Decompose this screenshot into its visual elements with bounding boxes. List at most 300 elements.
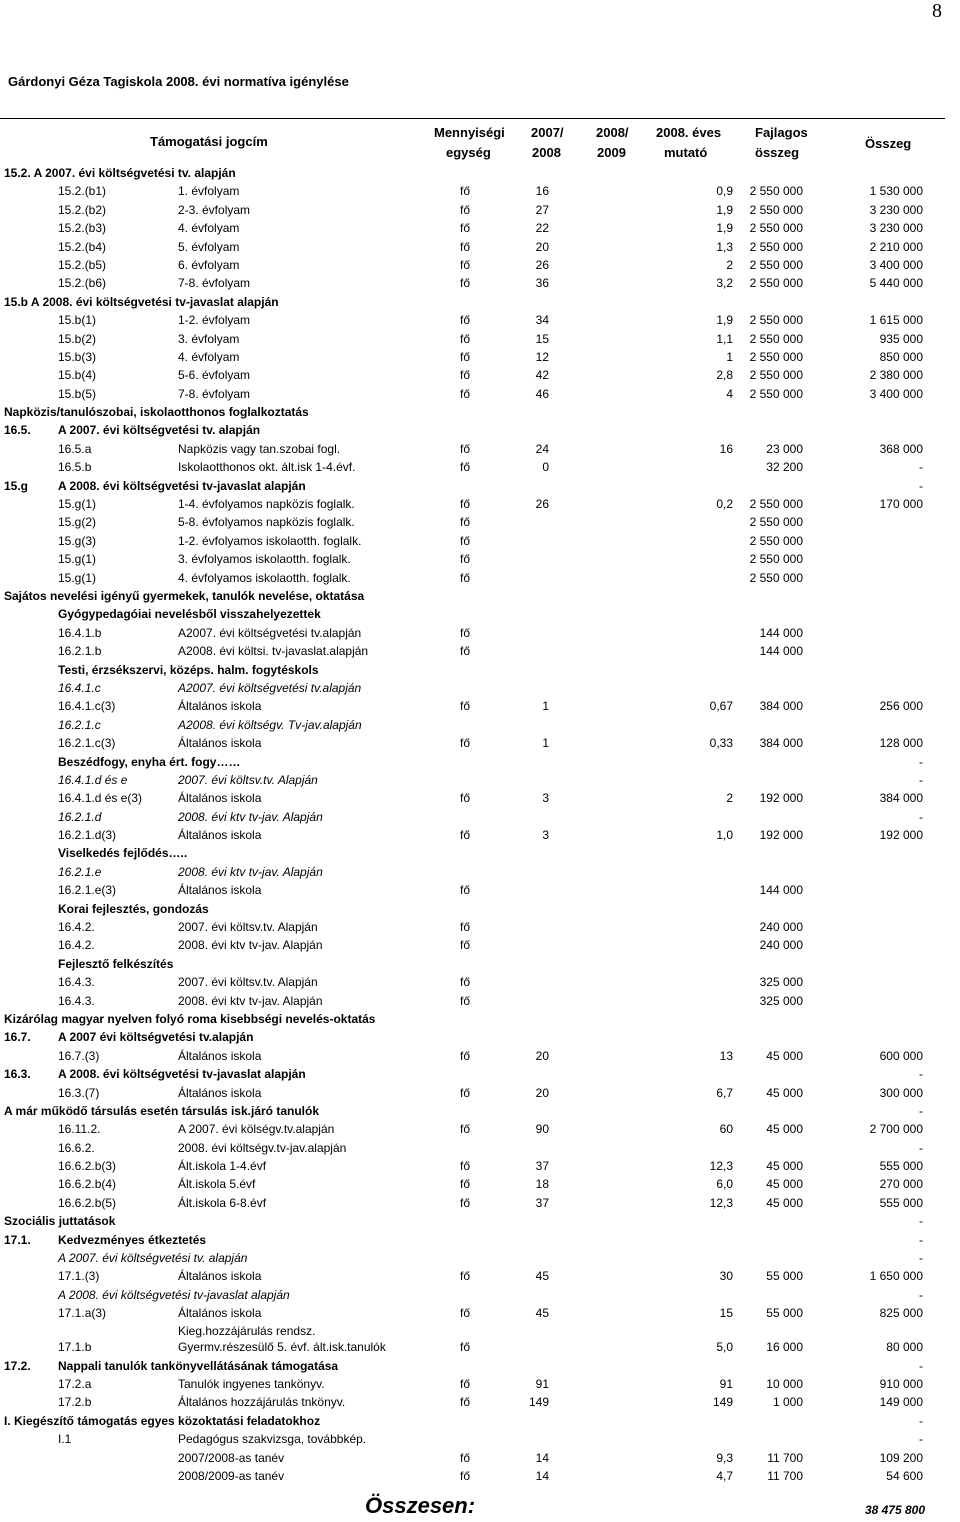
row-description: 1. évfolyam [178, 184, 240, 199]
row-osszeg: 1 650 000 [869, 1269, 923, 1284]
row-osszeg: - [919, 772, 923, 787]
row-mutato: 9,3 [716, 1450, 733, 1465]
row-unit: fő [460, 736, 471, 751]
section-heading: Szociális juttatások [4, 1214, 116, 1229]
row-unit: fő [460, 920, 471, 935]
row-code: 16.2.1.c [58, 717, 101, 732]
row-description: Napközis vagy tan.szobai fogl. [178, 441, 341, 456]
header-y2-1: 2008/ [596, 125, 629, 140]
row-unit: fő [460, 1177, 471, 1192]
row-fajlagos: 45 000 [766, 1195, 803, 1210]
row-description: 3. évfolyam [178, 331, 240, 346]
row-description: 2007/2008-as tanév [178, 1450, 285, 1465]
section-heading: 16.5. [4, 423, 31, 438]
row-2007-2008: 37 [535, 1159, 549, 1174]
row-osszeg: 270 000 [879, 1177, 923, 1192]
row-2007-2008: 20 [535, 239, 549, 254]
row-fajlagos: 2 550 000 [749, 221, 803, 236]
row-unit: fő [460, 1450, 471, 1465]
row-fajlagos: 2 550 000 [749, 368, 803, 383]
subsection-heading: Viselkedés fejlődés….. [58, 846, 188, 861]
table-row [0, 1175, 960, 1193]
row-unit: fő [460, 993, 471, 1008]
table-row [0, 1267, 960, 1285]
row-code: 16.5.a [58, 441, 92, 456]
row-description: Ált.iskola 1-4.évf [178, 1159, 267, 1174]
row-code: A 2008. évi költségvetési tv-javaslat alapján [58, 1287, 290, 1302]
table-row [0, 1357, 960, 1375]
row-unit: fő [460, 313, 471, 328]
row-description: A2008. évi költsi. tv-javaslat.alapján [178, 644, 369, 659]
row-fajlagos: 16 000 [766, 1339, 803, 1354]
row-fajlagos: 2 550 000 [749, 386, 803, 401]
row-osszeg: 2 210 000 [869, 239, 923, 254]
table-row [0, 716, 960, 734]
row-unit: fő [460, 1468, 471, 1483]
row-unit: fő [460, 1339, 471, 1354]
row-description: Általános iskola [178, 1048, 262, 1063]
row-code: 16.6.2. [58, 1140, 95, 1155]
row-unit: fő [460, 1122, 471, 1137]
row-fajlagos: 325 000 [759, 975, 803, 990]
header-jogcim: Támogatási jogcím [150, 134, 268, 149]
row-fajlagos: 144 000 [759, 625, 803, 640]
row-unit: fő [460, 791, 471, 806]
row-mutato: 2 [726, 791, 733, 806]
table-row [0, 403, 960, 421]
table-row [0, 164, 960, 182]
table-row [0, 863, 960, 881]
row-osszeg: 935 000 [879, 331, 923, 346]
row-description: 4. évfolyamos iskolaotth. foglalk. [178, 570, 351, 585]
row-2007-2008: 1 [542, 699, 549, 714]
row-description: 5-6. évfolyam [178, 368, 251, 383]
row-unit: fő [460, 883, 471, 898]
section-heading: 15.g [4, 478, 29, 493]
row-osszeg: - [919, 1067, 923, 1082]
row-code: 16.4.3. [58, 993, 95, 1008]
row-unit: fő [460, 1377, 471, 1391]
section-subheading: A 2008. évi költségvetési tv-javaslat alapján [58, 1067, 306, 1082]
row-description: 1-2. évfolyam [178, 313, 251, 328]
row-mutato: 6,7 [716, 1085, 733, 1100]
row-fajlagos: 45 000 [766, 1177, 803, 1192]
row-code: 15.2.(b2) [58, 202, 107, 217]
row-description: 7-8. évfolyam [178, 386, 251, 401]
row-osszeg: 555 000 [879, 1159, 923, 1174]
row-fajlagos: 240 000 [759, 938, 803, 953]
row-osszeg: - [919, 460, 923, 475]
row-code: 16.6.2.b(5) [58, 1195, 117, 1210]
row-code: 16.4.3. [58, 975, 95, 990]
row-fajlagos: 192 000 [759, 828, 803, 843]
table-row [0, 1286, 960, 1304]
row-2007-2008: 91 [535, 1377, 549, 1391]
row-osszeg: 80 000 [886, 1339, 923, 1354]
row-fajlagos: 55 000 [766, 1306, 803, 1321]
row-fajlagos: 144 000 [759, 883, 803, 898]
section-heading: 15.2. A 2007. évi költségvetési tv. alapján [4, 166, 236, 180]
row-osszeg: 384 000 [879, 791, 923, 806]
row-description: Tanulók ingyenes tankönyv. [178, 1377, 325, 1391]
row-description: 4. évfolyam [178, 221, 240, 236]
header-y1-2: 2008 [532, 145, 561, 160]
row-fajlagos: 2 550 000 [749, 184, 803, 199]
row-osszeg: - [919, 1251, 923, 1266]
row-code: 16.2.1.b [58, 644, 102, 659]
table-row [0, 1212, 960, 1230]
section-subheading: Kedvezményes étkeztetés [58, 1232, 207, 1247]
table-row [0, 1065, 960, 1083]
row-mutato: 1,0 [716, 828, 733, 843]
row-osszeg: 3 400 000 [869, 257, 923, 272]
row-osszeg: - [919, 1140, 923, 1155]
row-code: 16.6.2.b(3) [58, 1159, 117, 1174]
table-row [0, 734, 960, 752]
row-description: Általános iskola [178, 828, 262, 843]
row-code: 16.4.2. [58, 938, 95, 953]
table-header [0, 120, 960, 164]
row-description: 2008. évi ktv tv-jav. Alapján [178, 938, 323, 953]
row-description: 7-8. évfolyam [178, 276, 251, 291]
row-code: 17.1.(3) [58, 1269, 100, 1284]
header-unit-1: Mennyiségi [434, 125, 505, 140]
row-2007-2008: 26 [535, 497, 549, 512]
table-row [0, 1412, 960, 1430]
row-unit: fő [460, 570, 471, 585]
row-mutato: 0,67 [709, 699, 733, 714]
table-row [0, 1139, 960, 1157]
row-fajlagos: 45 000 [766, 1048, 803, 1063]
row-fajlagos: 45 000 [766, 1085, 803, 1100]
row-unit: fő [460, 257, 471, 272]
section-heading: 16.3. [4, 1067, 31, 1082]
table-row [0, 330, 960, 348]
row-description: 2008. évi költségv.tv-jav.alapján [178, 1140, 347, 1155]
row-unit: fő [460, 1269, 471, 1284]
row-code: 17.2.b [58, 1395, 92, 1410]
table-row [0, 624, 960, 642]
row-mutato: 4,7 [716, 1468, 733, 1483]
table-row [0, 366, 960, 384]
table-row [0, 458, 960, 476]
table-row [0, 661, 960, 679]
header-y2-2: 2009 [597, 145, 626, 160]
row-fajlagos: 325 000 [759, 993, 803, 1008]
row-code: 16.7.(3) [58, 1048, 100, 1063]
row-2007-2008: 0 [542, 460, 549, 475]
row-description: Iskolaotthonos okt. ált.isk 1-4.évf. [178, 460, 356, 475]
row-unit: fő [460, 1085, 471, 1100]
row-osszeg: - [919, 1413, 923, 1428]
row-osszeg: 600 000 [879, 1048, 923, 1063]
row-description: Általános hozzájárulás tnkönyv. [178, 1395, 346, 1410]
row-osszeg: 368 000 [879, 441, 923, 456]
row-osszeg: 825 000 [879, 1306, 923, 1321]
row-unit: fő [460, 552, 471, 567]
row-description: Általános iskola [178, 736, 262, 751]
table-row [0, 513, 960, 531]
row-mutato: 1,9 [716, 202, 733, 217]
row-fajlagos: 2 550 000 [749, 533, 803, 548]
row-unit: fő [460, 1048, 471, 1063]
row-osszeg: 555 000 [879, 1195, 923, 1210]
table-row [0, 348, 960, 366]
row-description: Általános iskola [178, 1306, 262, 1321]
row-osszeg: 3 230 000 [869, 221, 923, 236]
row-fajlagos: 1 000 [772, 1395, 803, 1410]
section-subheading: A 2007 évi költségvetési tv.alapján [58, 1030, 254, 1045]
row-code: 16.4.1.c [58, 680, 101, 695]
row-unit: fő [460, 497, 471, 512]
row-2007-2008: 22 [535, 221, 549, 236]
row-2007-2008: 24 [535, 441, 549, 456]
subsection-heading: Testi, érzsékszervi, középs. halm. fogytéskols [58, 662, 319, 677]
row-code: 16.2.1.e(3) [58, 883, 117, 898]
row-osszeg: - [919, 809, 923, 824]
row-unit: fő [460, 276, 471, 291]
row-osszeg: 850 000 [879, 349, 923, 364]
total-value: 38 475 800 [864, 1503, 925, 1517]
table-row [0, 219, 960, 237]
row-description: Általános iskola [178, 883, 262, 898]
row-code: 15.g(1) [58, 497, 97, 512]
row-2007-2008: 90 [535, 1122, 549, 1137]
row-osszeg: 256 000 [879, 699, 923, 714]
row-description: Általános iskola [178, 1085, 262, 1100]
row-code: 16.3.(7) [58, 1085, 100, 1100]
row-osszeg: 1 615 000 [869, 313, 923, 328]
header-unit-2: egység [446, 145, 491, 160]
row-description: 2007. évi költsv.tv. Alapján [178, 920, 318, 935]
row-description: A2007. évi költségvetési tv.alapján [178, 625, 362, 640]
row-mutato: 30 [719, 1269, 733, 1284]
row-fajlagos: 384 000 [759, 736, 803, 751]
row-unit: fő [460, 515, 471, 530]
row-fajlagos: 45 000 [766, 1159, 803, 1174]
row-2007-2008: 42 [535, 368, 549, 383]
row-mutato: 1,9 [716, 313, 733, 328]
row-description: Általános iskola [178, 1269, 262, 1284]
header-y1-1: 2007/ [531, 125, 564, 140]
table-row [0, 1393, 960, 1411]
table-row [0, 1120, 960, 1138]
row-2007-2008: 3 [542, 791, 549, 806]
row-osszeg: - [919, 1287, 923, 1302]
row-osszeg: 300 000 [879, 1085, 923, 1100]
row-description: 1-2. évfolyamos iskolaotth. foglalk. [178, 533, 362, 548]
section-heading: Sajátos nevelési igényű gyermekek, tanulók nevelése, oktatása [4, 588, 365, 603]
row-description: Kieg.hozzájárulás rendsz. [178, 1323, 316, 1338]
table-row [0, 1449, 960, 1467]
row-unit: fő [460, 938, 471, 953]
row-unit: fő [460, 1195, 471, 1210]
row-fajlagos: 144 000 [759, 644, 803, 659]
header-mutato-2: mutató [664, 145, 708, 160]
row-description: Általános iskola [178, 791, 262, 806]
row-mutato: 12,3 [709, 1159, 733, 1174]
row-mutato: 2 [726, 257, 733, 272]
table-row [0, 440, 960, 458]
subsection-heading: Korai fejlesztés, gondozás [58, 901, 209, 916]
row-code: 16.2.1.d [58, 809, 102, 824]
row-unit: fő [460, 386, 471, 401]
row-unit: fő [460, 441, 471, 456]
row-code: 15.g(3) [58, 533, 97, 548]
table-row [0, 201, 960, 219]
row-osszeg: - [919, 1232, 923, 1247]
row-2007-2008: 46 [535, 386, 549, 401]
subsection-heading: Fejlesztő felkészítés [58, 956, 174, 971]
row-2007-2008: 27 [535, 202, 549, 217]
row-code: 15.2.(b6) [58, 276, 107, 291]
table-row [0, 826, 960, 844]
row-unit: fő [460, 239, 471, 254]
row-osszeg: 1 530 000 [869, 184, 923, 199]
row-fajlagos: 2 550 000 [749, 257, 803, 272]
table-row [0, 256, 960, 274]
row-code: 15.b(1) [58, 313, 97, 328]
row-code: 17.2.a [58, 1377, 92, 1391]
row-osszeg: - [919, 754, 923, 769]
row-description: Ált.iskola 6-8.évf [178, 1195, 267, 1210]
table-row [0, 569, 960, 587]
table-row [0, 918, 960, 936]
table-row [0, 1231, 960, 1249]
table-row [0, 1047, 960, 1065]
row-code: 15.b(4) [58, 368, 97, 383]
row-code: 15.b(5) [58, 386, 97, 401]
row-fajlagos: 23 000 [766, 441, 803, 456]
row-2007-2008: 15 [535, 331, 549, 346]
header-top-rule [0, 118, 945, 119]
row-unit: fő [460, 1159, 471, 1174]
row-code: 15.2.(b3) [58, 221, 107, 236]
row-2007-2008: 12 [535, 349, 549, 364]
page-number: 8 [932, 0, 942, 22]
row-code: 16.11.2. [58, 1122, 101, 1137]
table-row [0, 844, 960, 862]
section-subheading: A 2007. évi költségvetési tv. alapján [58, 423, 261, 438]
row-unit: fő [460, 184, 471, 199]
section-heading: 16.7. [4, 1030, 31, 1045]
table-row [0, 992, 960, 1010]
row-fajlagos: 2 550 000 [749, 331, 803, 346]
row-osszeg: 2 700 000 [869, 1122, 923, 1137]
row-description: 2007. évi költsv.tv. Alapján [178, 772, 318, 787]
row-mutato: 149 [712, 1395, 733, 1410]
table-row [0, 385, 960, 403]
row-description: 2007. évi költsv.tv. Alapján [178, 975, 318, 990]
table-row [0, 900, 960, 918]
row-code: 16.4.1.b [58, 625, 102, 640]
row-description-line2: Gyermv.részesülő 5. évf. ált.isk.tanulók [178, 1339, 386, 1354]
table-row [0, 293, 960, 311]
row-osszeg: 170 000 [879, 497, 923, 512]
row-fajlagos: 2 550 000 [749, 570, 803, 585]
row-fajlagos: 32 200 [766, 460, 803, 475]
header-fajlagos-1: Fajlagos [755, 125, 808, 140]
table-row [0, 532, 960, 550]
row-description: Ált.iskola 5.évf [178, 1177, 256, 1192]
row-fajlagos: 45 000 [766, 1122, 803, 1137]
table-row [0, 1323, 960, 1357]
row-2007-2008: 36 [535, 276, 549, 291]
section-heading: 17.1. [4, 1232, 31, 1247]
total-label: Összesen: [365, 1493, 476, 1518]
row-code: 15.b(2) [58, 331, 97, 346]
row-description: 1-4. évfolyamos napközis foglalk. [178, 497, 355, 512]
table-row [0, 697, 960, 715]
table-row [0, 771, 960, 789]
row-fajlagos: 2 550 000 [749, 239, 803, 254]
table-row [0, 1304, 960, 1322]
row-code: 17.1.a(3) [58, 1306, 107, 1321]
row-code: 15.b(3) [58, 349, 97, 364]
row-unit: fő [460, 460, 471, 475]
row-code: 15.g(1) [58, 552, 97, 567]
row-mutato: 16 [719, 441, 733, 456]
row-description: A 2007. évi kölségv.tv.alapján [178, 1122, 335, 1137]
table-row [0, 274, 960, 292]
table-row [0, 1467, 960, 1485]
row-2007-2008: 1 [542, 736, 549, 751]
section-heading: 17.2. [4, 1358, 31, 1373]
row-mutato: 1 [726, 349, 733, 364]
row-unit: fő [460, 1306, 471, 1321]
table-row [0, 182, 960, 200]
row-2007-2008: 37 [535, 1195, 549, 1210]
section-heading: Kizárólag magyar nyelven folyó roma kisebbségi nevelés-oktatás [4, 1011, 376, 1026]
row-code: 16.4.1.d és e(3) [58, 791, 143, 806]
row-osszeg: - [919, 1432, 923, 1447]
row-unit: fő [460, 625, 471, 640]
row-code: I.1 [58, 1432, 72, 1447]
row-description: 3. évfolyamos iskolaotth. foglalk. [178, 552, 351, 567]
row-fajlagos: 2 550 000 [749, 313, 803, 328]
row-osszeg: - [919, 1358, 923, 1373]
row-mutato: 1,1 [716, 331, 733, 346]
table-row [0, 642, 960, 660]
table-row [0, 1375, 960, 1393]
row-osszeg: 109 200 [879, 1450, 923, 1465]
row-code: 16.4.1.d és e [58, 772, 128, 787]
document-title: Gárdonyi Géza Tagiskola 2008. évi normatíva igénylése [8, 74, 349, 89]
header-osszeg: Összeg [865, 136, 912, 151]
table-row [0, 1010, 960, 1028]
row-2007-2008: 20 [535, 1085, 549, 1100]
row-mutato: 2,8 [716, 368, 733, 383]
row-unit: fő [460, 975, 471, 990]
row-2007-2008: 3 [542, 828, 549, 843]
subsection-heading: Gyógypedagóiai nevelésből visszahelyezettek [58, 607, 321, 622]
table-row [0, 477, 960, 495]
row-mutato: 0,9 [716, 184, 733, 199]
row-code: 15.g(2) [58, 515, 97, 530]
row-unit: fő [460, 221, 471, 236]
row-mutato: 0,33 [709, 736, 733, 751]
row-fajlagos: 384 000 [759, 699, 803, 714]
table-row [0, 679, 960, 697]
row-2007-2008: 14 [535, 1468, 549, 1483]
row-description: Pedagógus szakvizsga, továbbkép. [178, 1432, 367, 1447]
section-heading: 15.b A 2008. évi költségvetési tv-javaslat alapján [4, 294, 279, 309]
table-row [0, 238, 960, 256]
table-row [0, 587, 960, 605]
row-mutato: 4 [726, 386, 733, 401]
table-row [0, 1028, 960, 1046]
row-mutato: 0,2 [716, 497, 733, 512]
